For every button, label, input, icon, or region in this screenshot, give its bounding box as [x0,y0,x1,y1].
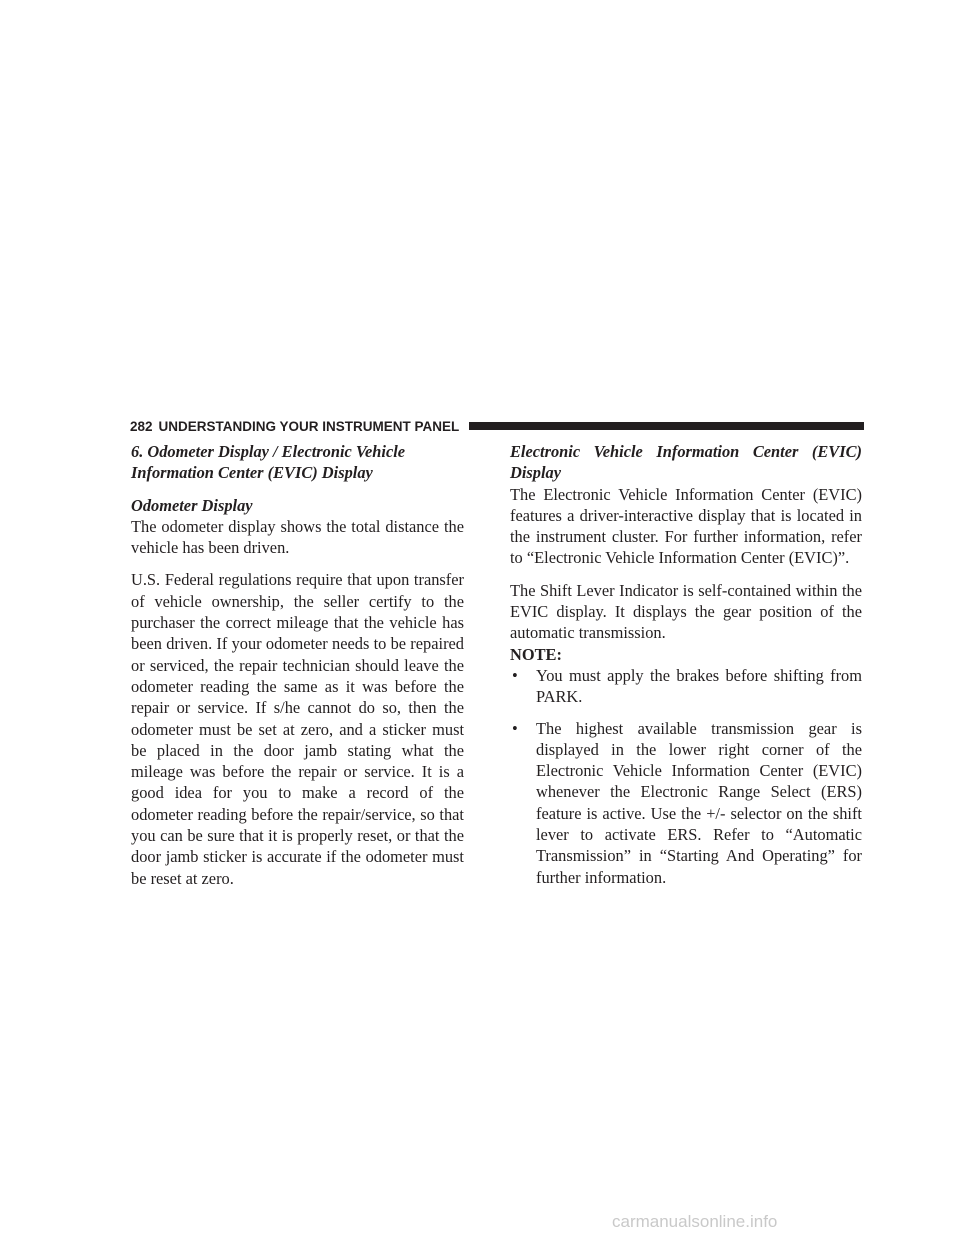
shift-lever-paragraph: The Shift Lever Indicator is self-contained within the EVIC display. It displays the gear position of the automatic transmission. [510,580,862,643]
watermark: carmanualsonline.info [612,1212,778,1231]
list-item [510,718,862,888]
bullet-icon: • [512,718,518,738]
list-item [510,665,862,708]
evic-heading: Electronic Vehicle Information Center (EVIC) Display [510,442,862,483]
odometer-subheading: Odometer Display [131,495,253,515]
section-heading: 6. Odometer Display / Electronic Vehicle Information Center (EVIC) Display [131,442,406,483]
section-title: UNDERSTANDING YOUR INSTRUMENT PANEL [158,418,460,434]
federal-regulations-paragraph: U.S. Federal regulations require that upon transfer of vehicle ownership, the seller certify to the purchaser the correct mileage that the vehicle has been driven. If your odometer needs to be repaired or serviced, the repair technician should leave the odometer reading the same as it was before the repair or service. If s/he cannot do so, then the odometer must be set at zero, and a sticker must be placed in the door jamb stating what the mileage was before the repair or service. It is a good idea for you to make a record of the odometer reading before the repair/service, so that you can be sure that it is properly reset, or that the door jamb sticker is accurate if the odometer must be reset at zero. [131,570,464,888]
list-item-text: You must apply the brakes before shifting from PARK. [536,665,862,707]
odometer-paragraph: The odometer display shows the total distance the vehicle has been driven. [131,516,464,558]
left-column [131,441,464,889]
right-column [510,441,862,888]
page-header [130,416,864,436]
note-label: NOTE: [510,644,562,664]
header-rule [469,422,864,430]
evic-paragraph: The Electronic Vehicle Information Center (EVIC) features a driver-interactive display that is located in the instrument cluster. For further information, refer to “Electronic Vehicle Information Center (EVIC)”. [510,484,862,568]
bullet-icon: • [512,665,518,685]
list-item-text: The highest available transmission gear is displayed in the lower right corner of the Electronic Vehicle Information Center (EVIC) whenever the Electronic Range Select (ERS) feature is active. Use the +/- selector on the shift lever to activate ERS. Refer to “Automatic Transmission” in “Starting And Operating” for further information. [536,718,862,887]
page-number: 282 [130,418,153,434]
note-list [510,665,862,888]
